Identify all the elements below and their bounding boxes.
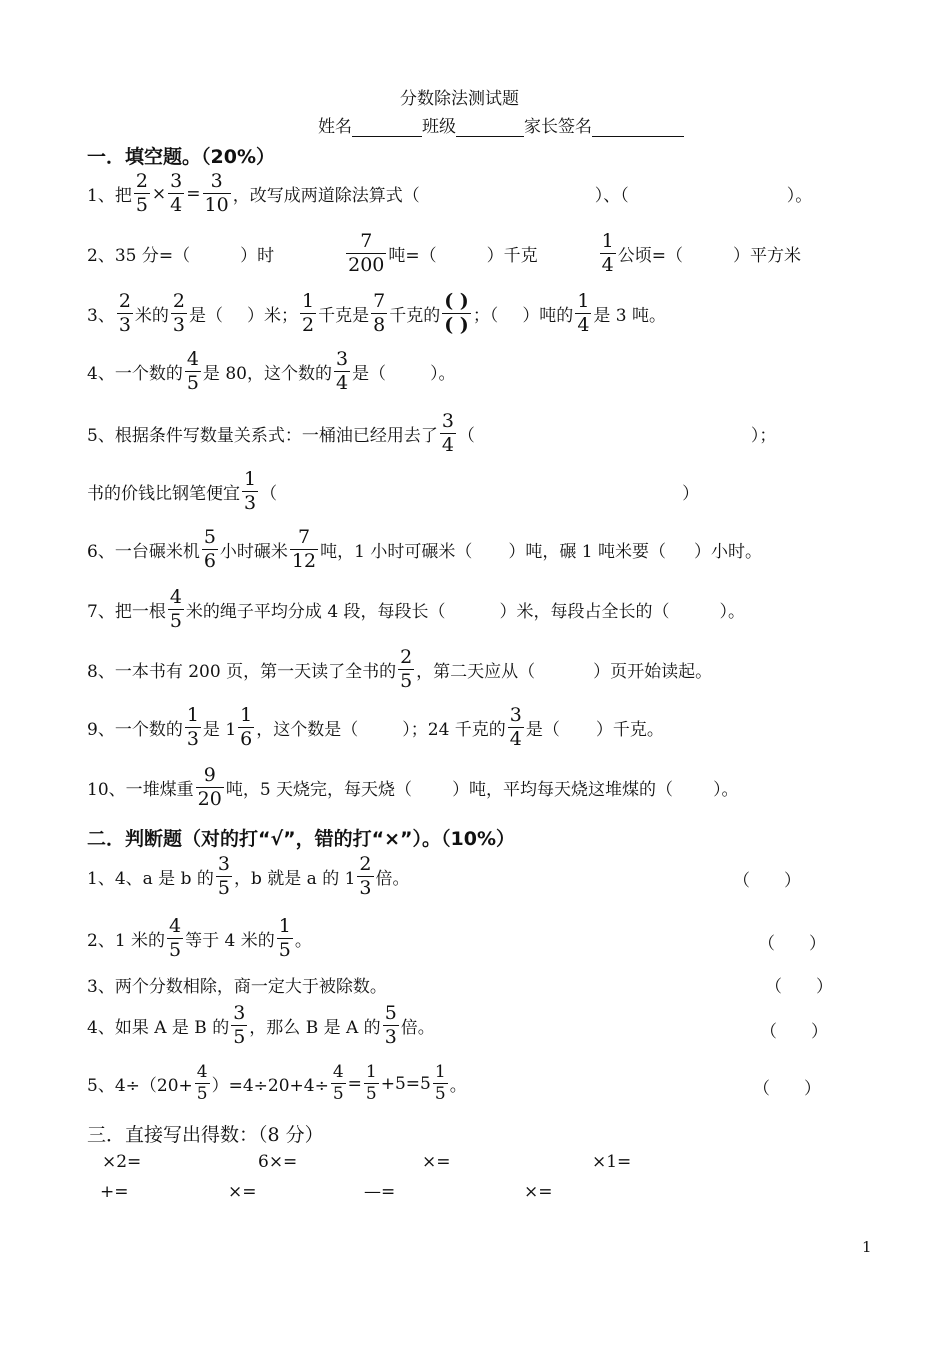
q-text: 吨=（ — [388, 246, 437, 266]
calc-item[interactable]: ×1= — [592, 1152, 632, 1172]
s2-q1 — [87, 855, 410, 898]
fraction: $\frac{9}{20}$ — [197, 764, 222, 810]
fraction: $\frac{1}{5}$ — [434, 1062, 446, 1104]
judge-answer-box[interactable]: （ ） — [758, 934, 826, 954]
q-text: ）千克 — [486, 246, 538, 266]
times-sign: × — [151, 183, 167, 204]
s2-q5 — [87, 1064, 467, 1103]
section1-heading: 一．填空题。（20%） — [87, 146, 275, 168]
fraction: $\frac{2}{5}$ — [135, 170, 148, 216]
q-text: 书的价钱比钢笔便宜 — [87, 484, 240, 504]
q-text: 10、一堆煤重 — [87, 780, 194, 800]
q-text: 是（ — [189, 306, 224, 326]
q-text: 。 — [449, 1076, 467, 1096]
page-number: 1 — [862, 1238, 872, 1256]
q-text: 。 — [294, 931, 312, 951]
q-text: 小时碾米 — [219, 542, 288, 562]
q-text: ）米，每段占全长的（ — [499, 602, 670, 622]
calc-item[interactable]: ×= — [422, 1152, 451, 1172]
fraction: $\frac{1}{3}$ — [244, 468, 257, 514]
q-text: ）吨，碾 1 吨米要（ — [508, 542, 666, 562]
q-text: 是 3 吨。 — [593, 306, 667, 326]
q-text: 5、4÷（20+ — [87, 1076, 193, 1096]
page-title: 分数除法测试题 — [400, 89, 519, 109]
fraction: $\frac{7}{8}$ — [373, 290, 386, 336]
fraction: $\frac{7}{200}$ — [348, 230, 385, 276]
q-text: ）。 — [713, 780, 739, 800]
fraction: $\frac{3}{4}$ — [335, 348, 349, 394]
q-text: 2、35 分=（ — [87, 246, 191, 266]
q-text: ，第二天应从（ — [416, 662, 536, 682]
q-text: ）、（ — [594, 186, 629, 206]
s1-q4 — [87, 350, 456, 393]
q-text: 吨，1 小时可碾米（ — [320, 542, 473, 562]
fraction: $\frac{4}{5}$ — [186, 348, 199, 394]
q-text: 千克是 — [318, 306, 370, 326]
q-text: ）吨，平均每天烧这堆煤的（ — [452, 780, 674, 800]
section2-heading: 二．判断题（对的打“√”，错的打“×”）。（10%） — [87, 828, 516, 850]
q-text: 3、 — [87, 306, 115, 326]
s2-q3 — [87, 972, 387, 997]
fraction: $\frac{2}{5}$ — [400, 646, 413, 692]
fraction: $\frac{7}{12}$ — [291, 526, 317, 572]
s1-q8 — [87, 648, 712, 691]
q-text: ，这个数是（ — [256, 720, 359, 740]
fraction: $\frac{3}{4}$ — [509, 704, 522, 750]
q-text: ）。 — [786, 186, 813, 206]
s1-q3 — [87, 292, 666, 335]
q-text: ，改写成两道除法算式（ — [232, 186, 420, 206]
q-text: 倍。 — [400, 1018, 435, 1038]
q-text: ）。 — [430, 364, 456, 384]
q-text: 7、把一根 — [87, 602, 166, 622]
q-text: ）=4÷20+4÷ — [211, 1076, 329, 1096]
q-text: ）米； — [247, 306, 299, 326]
q-text: +5=5 — [380, 1073, 431, 1094]
s1-q5 — [87, 412, 776, 455]
s1-q2 — [87, 232, 801, 275]
fraction: $\frac{1}{5}$ — [278, 915, 291, 961]
q-text: 1、把 — [87, 186, 132, 206]
q-text: ）平方米 — [732, 246, 801, 266]
fraction: $\frac{3}{4}$ — [170, 170, 183, 216]
fraction: $\frac{1}{2}$ — [302, 290, 315, 336]
s1-q10 — [87, 766, 739, 809]
fraction: $\frac{1}{6}$ — [240, 704, 253, 750]
calc-item[interactable]: ×= — [228, 1182, 257, 1202]
judge-answer-box[interactable]: （ ） — [753, 1079, 821, 1099]
q-text: 米的绳子平均分成 4 段，每段长（ — [185, 602, 446, 622]
q-text: 4、如果 A 是 B 的 — [87, 1018, 230, 1038]
q-text: ） — [682, 484, 700, 504]
fraction: $\frac{2}{3}$ — [172, 290, 186, 336]
fraction: $\frac{3}{5}$ — [233, 1002, 246, 1048]
calc-item[interactable]: 6×= — [258, 1152, 298, 1172]
q-text: 倍。 — [375, 869, 410, 889]
class-blank[interactable] — [456, 120, 524, 137]
section3-heading: 三．直接写出得数：（8 分） — [87, 1124, 324, 1146]
s1-q7 — [87, 588, 745, 631]
q-text: ）；24 千克的 — [402, 720, 506, 740]
fraction: $\frac{1}{4}$ — [601, 230, 614, 276]
q-text: 公顷=（ — [617, 246, 683, 266]
s2-q4 — [87, 1004, 435, 1047]
q-text: 是（ — [352, 364, 387, 384]
q-text: 是 1 — [202, 720, 237, 740]
fraction: $\frac{4}{5}$ — [196, 1062, 208, 1104]
judge-answer-box[interactable]: （ ） — [765, 977, 833, 997]
q-text: 米的 — [134, 306, 169, 326]
q-text: ）时 — [240, 246, 275, 266]
class-label: 班级 — [422, 117, 456, 137]
q-text: 6、一台碾米机 — [87, 542, 200, 562]
equals-sign: = — [186, 183, 201, 204]
calc-item[interactable]: —= — [364, 1182, 396, 1202]
q-text: 4、一个数的 — [87, 364, 183, 384]
student-info-line — [318, 112, 684, 137]
q-text: 8、一本书有 200 页，第一天读了全书的 — [87, 662, 397, 682]
name-label: 姓名 — [318, 117, 352, 137]
fraction-answer-blank[interactable]: $\frac{( )}{( )}$ — [444, 290, 469, 336]
q-text: ）吨的 — [522, 306, 574, 326]
judge-answer-box[interactable]: （ ） — [760, 1022, 828, 1042]
judge-answer-box[interactable]: （ ） — [733, 871, 801, 891]
fraction: $\frac{2}{3}$ — [118, 290, 131, 336]
fraction: $\frac{1}{4}$ — [577, 290, 590, 336]
q-text: 2、1 米的 — [87, 931, 166, 951]
fraction: $\frac{2}{3}$ — [359, 853, 372, 899]
s1-q1 — [87, 172, 812, 215]
q-text: 3、两个分数相除，商一定大于被除数。 — [87, 977, 387, 997]
fraction: $\frac{5}{6}$ — [203, 526, 216, 572]
q-text: 5、根据条件写数量关系式：一桶油已经用去了 — [87, 426, 438, 446]
q-text: 1、4、a 是 b 的 — [87, 869, 214, 889]
name-blank[interactable] — [352, 120, 422, 137]
s2-q2 — [87, 917, 312, 960]
fraction: $\frac{4}{5}$ — [169, 586, 182, 632]
q-text: 9、一个数的 — [87, 720, 183, 740]
s1-q9 — [87, 706, 664, 749]
fraction: $\frac{3}{5}$ — [217, 853, 230, 899]
parent-sign-label: 家长签名 — [524, 117, 592, 137]
fraction: $\frac{4}{5}$ — [332, 1062, 344, 1104]
fraction: $\frac{3}{10}$ — [204, 170, 229, 216]
s1-q6 — [87, 528, 762, 571]
fraction: $\frac{1}{3}$ — [186, 704, 199, 750]
q-text: 千克的 — [389, 306, 441, 326]
fraction: $\frac{5}{3}$ — [384, 1002, 397, 1048]
q-text: ）小时。 — [693, 542, 762, 562]
q-text: ）。 — [719, 602, 746, 622]
calc-item[interactable]: ×= — [524, 1182, 553, 1202]
q-text: = — [347, 1073, 362, 1094]
calc-item[interactable]: ×2= — [102, 1152, 142, 1172]
q-text: 是（ — [525, 720, 560, 740]
q-text: 吨，5 天烧完，每天烧（ — [225, 780, 413, 800]
fraction: $\frac{1}{5}$ — [365, 1062, 377, 1104]
fraction: $\frac{3}{4}$ — [441, 410, 454, 456]
q-text: （ — [260, 484, 278, 504]
calc-item[interactable]: += — [100, 1182, 129, 1202]
q-text: ）千克。 — [595, 720, 664, 740]
q-text: 等于 4 米的 — [185, 931, 275, 951]
fraction: $\frac{4}{5}$ — [169, 915, 182, 961]
q-text: ）页开始读起。 — [593, 662, 713, 682]
q-text: 是 80，这个数的 — [202, 364, 332, 384]
q-text: （ — [457, 426, 475, 446]
q-text: ，b 就是 a 的 1 — [233, 869, 356, 889]
q-text: ，那么 B 是 A 的 — [249, 1018, 381, 1038]
parent-sign-blank[interactable] — [592, 120, 684, 137]
s1-q5b — [87, 470, 699, 513]
q-text: ）； — [750, 426, 777, 446]
q-text: ；（ — [472, 306, 499, 326]
